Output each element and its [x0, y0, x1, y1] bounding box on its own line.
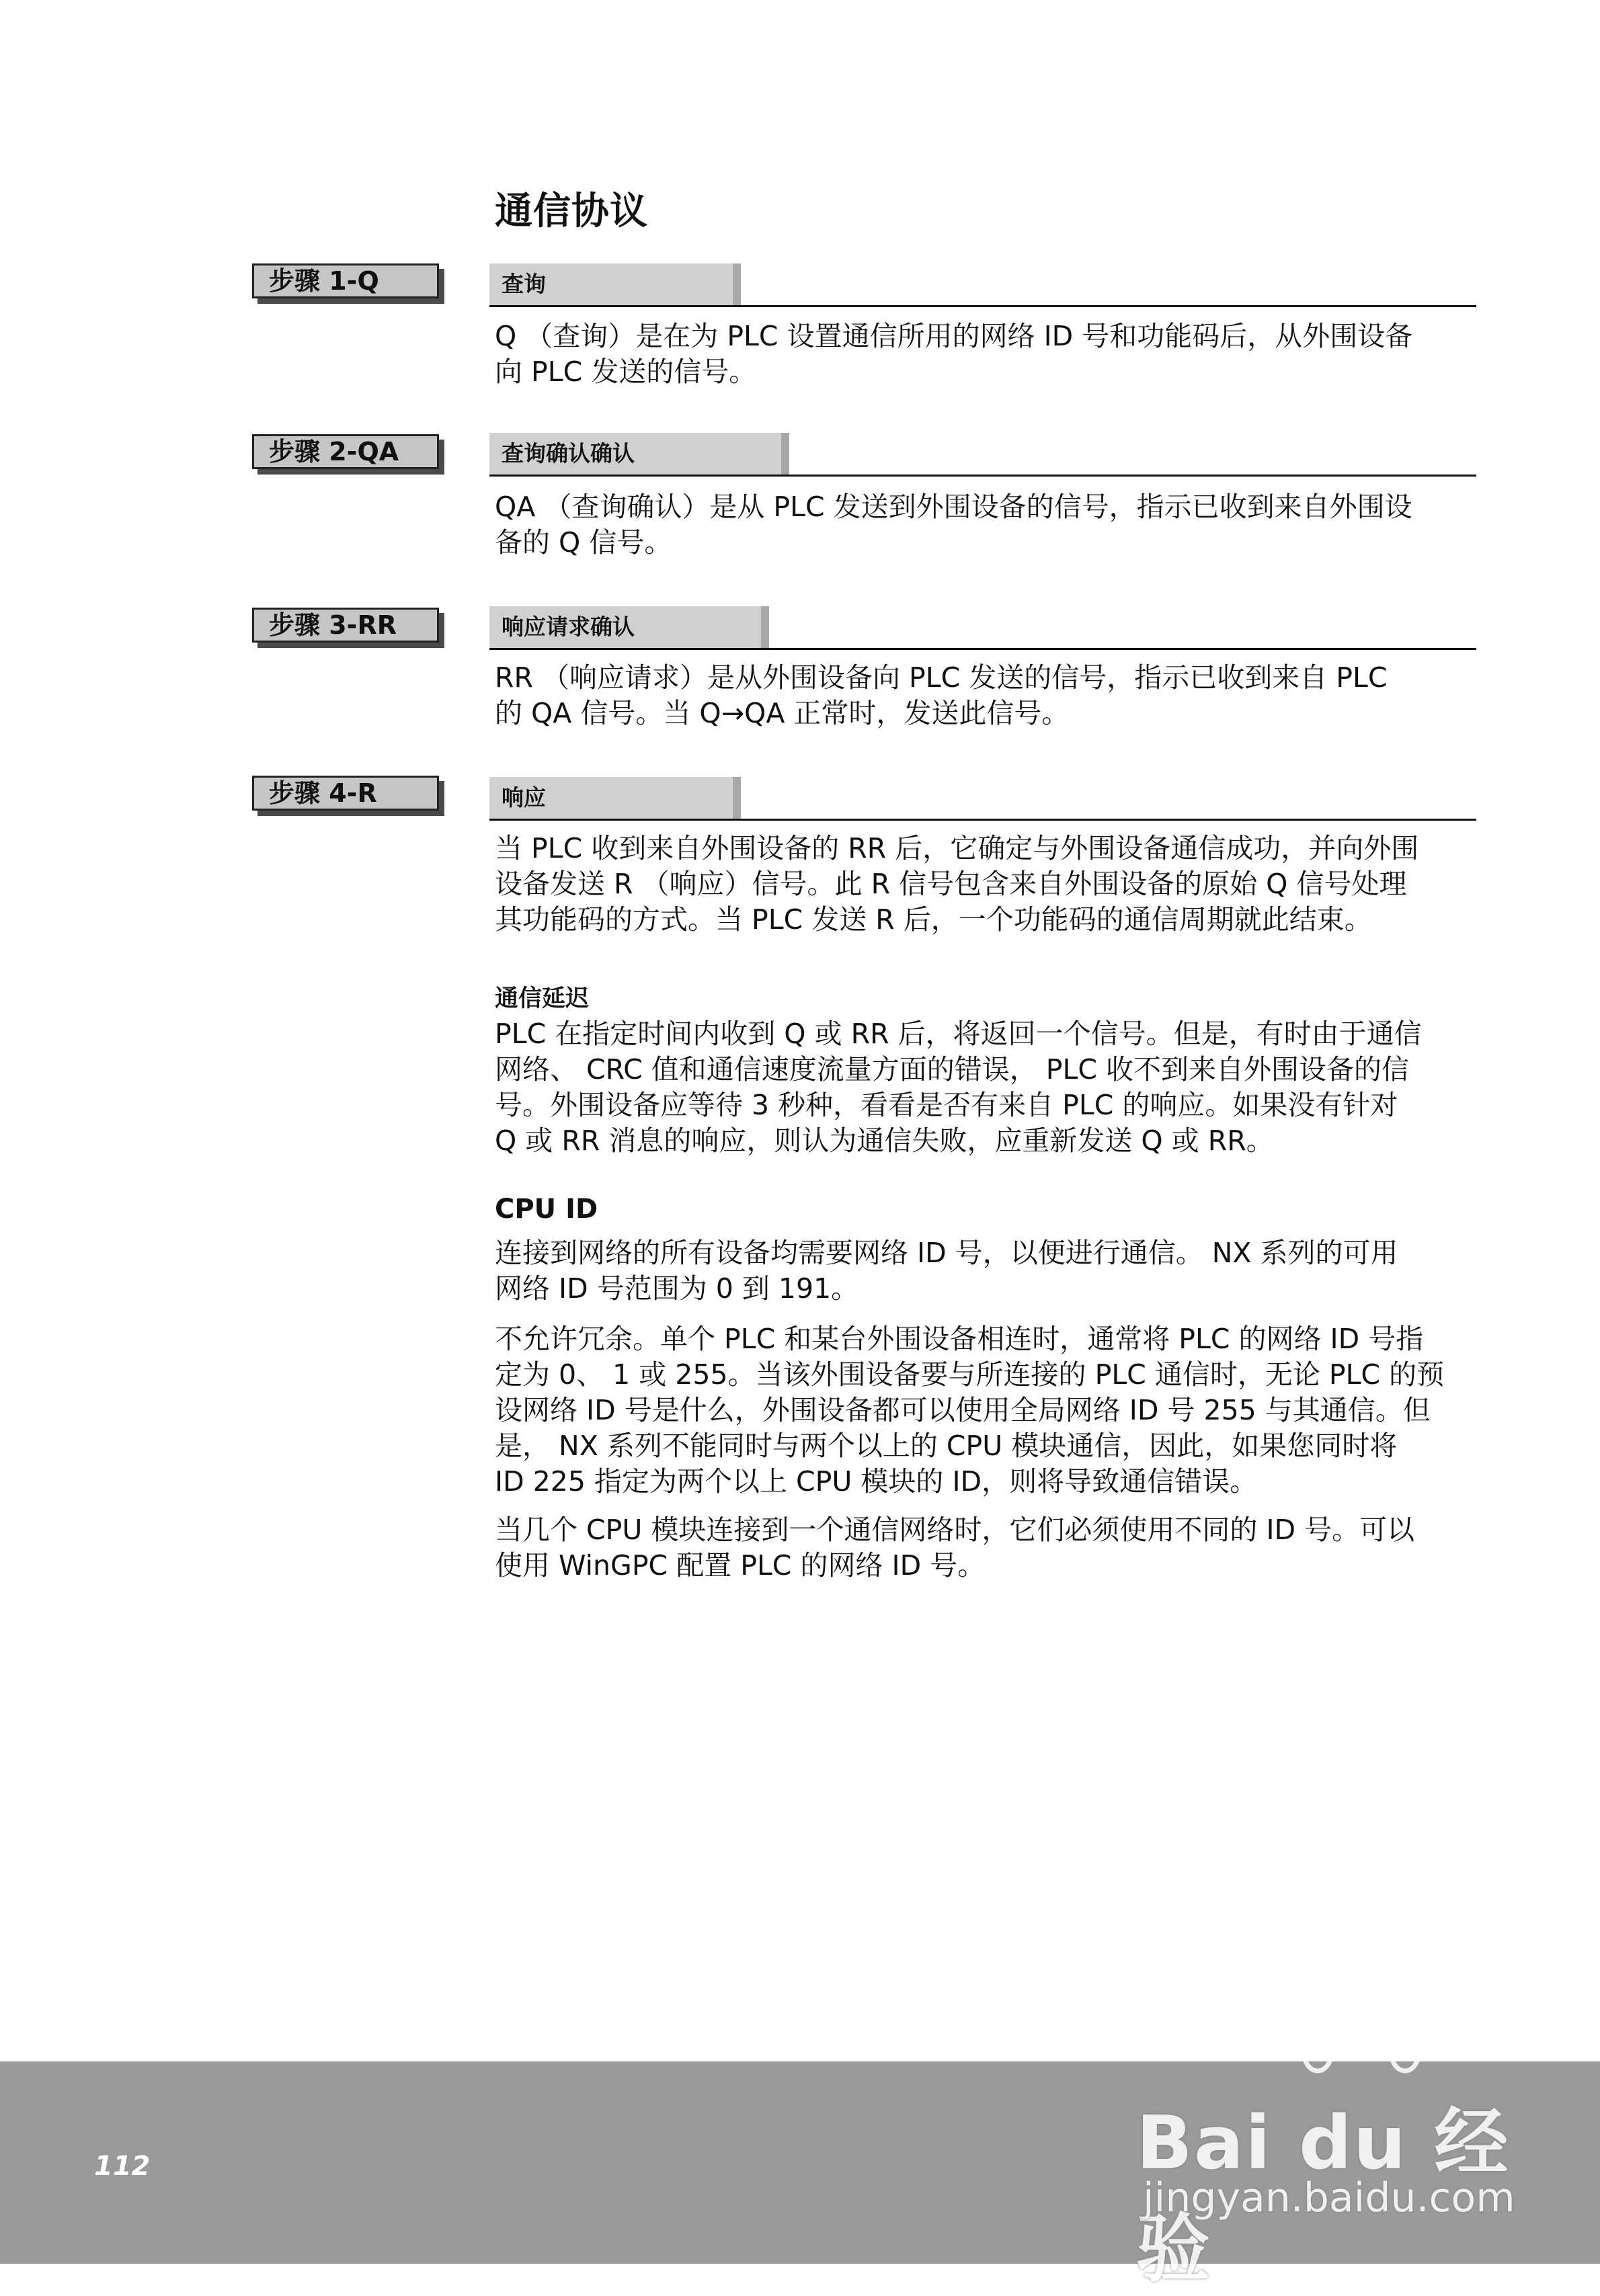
delay-line-4: Q 或 RR 消息的响应，则认为通信失败，应重新发送 Q 或 RR。	[495, 1124, 1274, 1157]
cpu-id-para-3-line-1: 当几个 CPU 模块连接到一个通信网络时，它们必须使用不同的 ID 号。可以	[495, 1514, 1415, 1546]
step-2-line-1: QA （查询确认）是从 PLC 发送到外围设备的信号，指示已收到来自外围设	[495, 491, 1412, 523]
cpu-id-para-2-line-3: 设网络 ID 号是什么，外围设备都可以使用全局网络 ID 号 255 与其通信。但	[495, 1394, 1431, 1426]
step-2-rule	[489, 475, 1476, 477]
step-3-label	[252, 608, 443, 648]
cpu-id-para-2-line-1: 不允许冗余。单个 PLC 和某台外围设备相连时，通常将 PLC 的网络 ID 号指	[495, 1323, 1424, 1355]
step-4-label-text: 步骤 4-R	[252, 776, 439, 811]
cpu-id-para-1-line-1: 连接到网络的所有设备均需要网络 ID 号，以便进行通信。 NX 系列的可用	[495, 1237, 1398, 1269]
cpu-id-para-1	[495, 1235, 1476, 1307]
cpu-id-heading: CPU ID	[495, 1194, 598, 1225]
step-1-heading-text: 查询	[489, 263, 733, 305]
page-title: 通信协议	[495, 190, 648, 233]
step-4-heading	[489, 777, 1476, 819]
step-2-label-text: 步骤 2-QA	[252, 434, 439, 469]
step-3-rule	[489, 648, 1476, 650]
step-3-heading	[489, 606, 1476, 648]
step-4-body	[495, 831, 1476, 938]
step-1-body	[495, 319, 1476, 390]
step-1-rule	[489, 305, 1476, 307]
cpu-id-para-3	[495, 1512, 1476, 1584]
delay-line-2: 网络、 CRC 值和通信速度流量方面的错误， PLC 收不到来自外围设备的信	[495, 1053, 1410, 1085]
step-4-line-1: 当 PLC 收到来自外围设备的 RR 后，它确定与外围设备通信成功，并向外围	[495, 832, 1419, 864]
cpu-id-para-2-line-2: 定为 0、 1 或 255。当该外围设备要与所连接的 PLC 通信时，无论 PLC 的预	[495, 1358, 1445, 1391]
delay-body	[495, 1016, 1476, 1159]
delay-line-3: 号。外围设备应等待 3 秒种，看看是否有来自 PLC 的响应。如果没有针对	[495, 1089, 1398, 1121]
step-3-label-text: 步骤 3-RR	[252, 608, 439, 643]
step-1-line-1: Q （查询）是在为 PLC 设置通信所用的网络 ID 号和功能码后，从外围设备	[495, 320, 1413, 352]
step-3-heading-text: 响应请求确认	[489, 606, 761, 648]
step-2-heading-text: 查询确认确认	[489, 433, 781, 475]
step-4-rule	[489, 819, 1476, 821]
cpu-id-para-1-line-2: 网络 ID 号范围为 0 到 191。	[495, 1272, 859, 1305]
step-1-line-2: 向 PLC 发送的信号。	[495, 356, 757, 388]
step-2-line-2: 备的 Q 信号。	[495, 526, 672, 559]
baidu-watermark	[1136, 2016, 1515, 2292]
step-2-body	[495, 489, 1476, 561]
step-3-line-1: RR （响应请求）是从外围设备向 PLC 发送的信号，指示已收到来自 PLC	[495, 661, 1388, 694]
cpu-id-para-2-line-4: 是， NX 系列不能同时与两个以上的 CPU 模块通信，因此，如果您同时将	[495, 1430, 1398, 1462]
step-4-label	[252, 776, 443, 816]
watermark-logo: Bai du 经验	[1136, 2100, 1510, 2292]
step-3-body	[495, 660, 1476, 731]
delay-line-1: PLC 在指定时间内收到 Q 或 RR 后，将返回一个信号。但是，有时由于通信	[495, 1018, 1422, 1050]
step-4-line-2: 设备发送 R （响应）信号。此 R 信号包含来自外围设备的原始 Q 信号处理	[495, 868, 1407, 900]
step-4-heading-text: 响应	[489, 777, 733, 819]
step-3-line-2: 的 QA 信号。当 Q→QA 正常时，发送此信号。	[495, 697, 1070, 729]
step-1-heading	[489, 263, 1476, 305]
page-number: 112	[94, 2151, 151, 2182]
step-4-line-3: 其功能码的方式。当 PLC 发送 R 后，一个功能码的通信周期就此结束。	[495, 903, 1372, 936]
cpu-id-para-3-line-2: 使用 WinGPC 配置 PLC 的网络 ID 号。	[495, 1549, 986, 1582]
step-2-heading	[489, 433, 1476, 475]
step-1-label-text: 步骤 1-Q	[252, 263, 439, 298]
watermark-url: jingyan.baidu.com	[1143, 2174, 1515, 2221]
step-2-label	[252, 434, 443, 475]
step-1-label	[252, 263, 443, 304]
cpu-id-para-2	[495, 1321, 1476, 1500]
cpu-id-para-2-line-5: ID 225 指定为两个以上 CPU 模块的 ID，则将导致通信错误。	[495, 1465, 1258, 1498]
delay-heading: 通信延迟	[495, 985, 590, 1012]
